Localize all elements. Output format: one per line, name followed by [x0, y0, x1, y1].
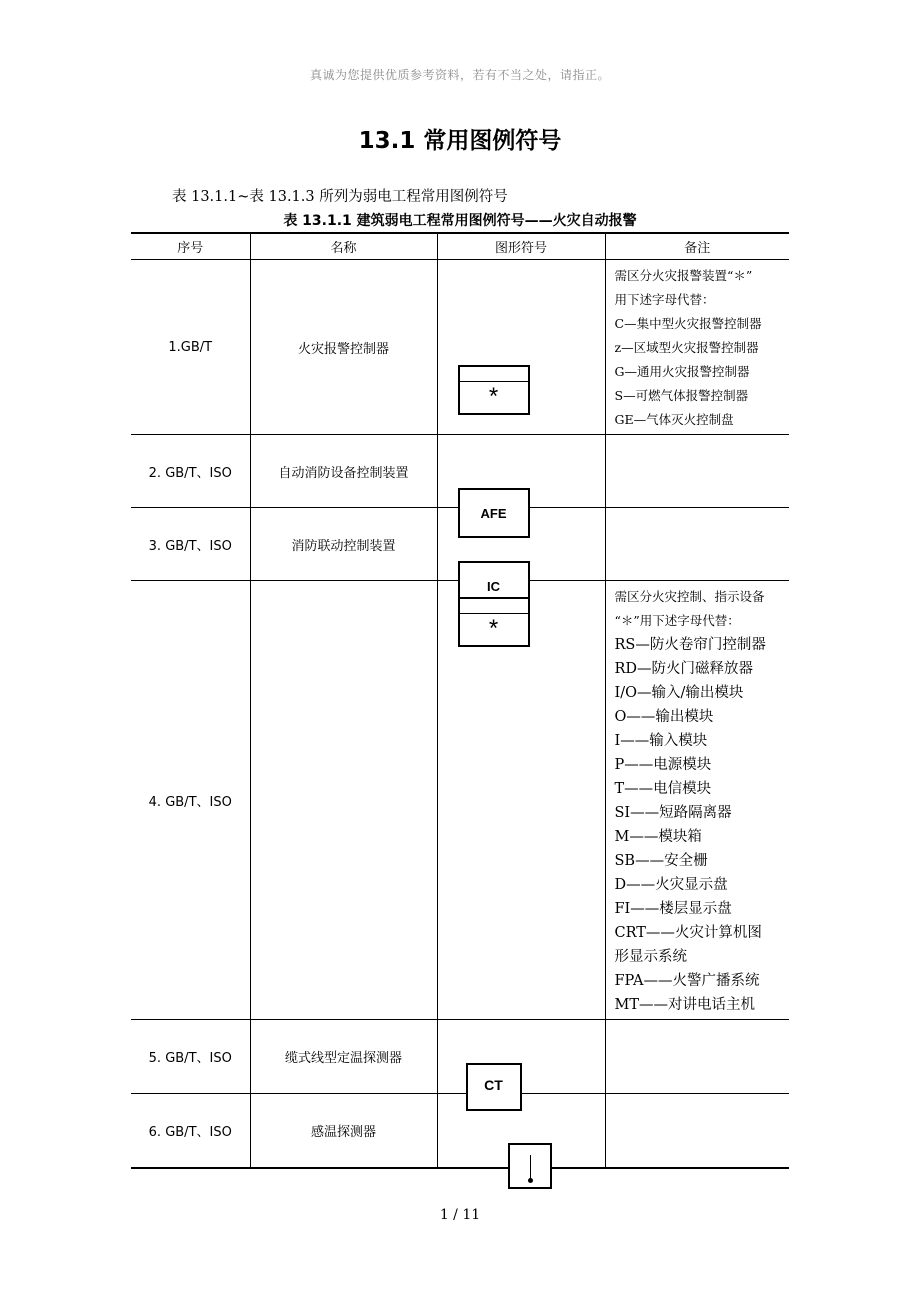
note-line: O——输出模块 [614, 709, 714, 725]
row-name: 缆式线型定温探测器 [250, 1020, 437, 1094]
column-header-name: 名称 [250, 233, 437, 260]
note-line: I/O—输入/输出模块 [614, 685, 744, 701]
note-line: I——输入模块 [614, 733, 708, 749]
row-name: 消防联动控制装置 [250, 508, 437, 581]
table-header-row [131, 233, 789, 260]
heat-detector-dot [528, 1178, 533, 1183]
page-title: 13.1 常用图例符号 [358, 128, 562, 154]
table-row [131, 260, 789, 435]
row-number: 1.GB/T [131, 260, 250, 435]
column-header-symbol: 图形符号 [437, 233, 605, 260]
note-line: CRT——火灾计算机图 [614, 925, 762, 941]
intro-text: 表 13.1.1~表 13.1.3 所列为弱电工程常用图例符号 [172, 189, 508, 205]
row-notes [605, 581, 789, 1020]
row-symbol [437, 1020, 605, 1094]
note-line: S—可燃气体报警控制器 [614, 388, 749, 403]
row-name [250, 581, 437, 1020]
column-header-number: 序号 [131, 233, 250, 260]
symbol-star: * [488, 383, 499, 410]
note-line: 用下述字母代替： [614, 292, 715, 307]
note-line: G—通用火灾报警控制器 [614, 364, 750, 379]
note-line: P——电源模块 [614, 757, 712, 773]
row-notes [605, 260, 789, 435]
afe-symbol [458, 488, 530, 538]
note-line: SI——短路隔离器 [614, 805, 732, 821]
legend-table [131, 232, 789, 1169]
note-line: C—集中型火灾报警控制器 [614, 316, 762, 331]
symbol-label: CT [484, 1076, 503, 1093]
note-line: “＊”用下述字母代替： [614, 613, 740, 628]
fire-alarm-controller-symbol [458, 365, 530, 415]
row-number: 6. GB/T、ISO [131, 1094, 250, 1168]
heat-detector-symbol [508, 1143, 552, 1189]
table-row [131, 1020, 789, 1094]
note-line: FPA——火警广播系统 [614, 973, 760, 989]
row-notes [605, 1020, 789, 1094]
note-line: RD—防火门磁释放器 [614, 661, 754, 677]
header-note: 真诚为您提供优质参考资料，若有不当之处，请指正。 [309, 68, 610, 82]
row-number: 3. GB/T、ISO [131, 508, 250, 581]
note-line: 形显示系统 [614, 949, 687, 965]
ct-symbol [466, 1063, 522, 1111]
page-number: 1 / 11 [439, 1207, 481, 1223]
note-line: GE—气体灭火控制盘 [614, 412, 734, 427]
row-symbol [437, 435, 605, 521]
table-row [131, 1094, 789, 1168]
note-line: T——电信模块 [614, 781, 712, 797]
row-notes [605, 508, 789, 581]
note-line: D——火灾显示盘 [614, 877, 728, 893]
row-name: 火灾报警控制器 [250, 260, 437, 435]
symbol-star: * [488, 615, 499, 642]
row-name: 感温探测器 [250, 1094, 437, 1168]
heat-detector-line [530, 1155, 531, 1179]
symbol-label: AFE [480, 505, 507, 521]
symbol-label: IC [487, 578, 500, 594]
note-line: 需区分火灾报警装置“＊” [614, 268, 753, 283]
table-row [131, 435, 789, 508]
note-line: M——模块箱 [614, 829, 702, 845]
note-line: MT——对讲电话主机 [614, 997, 756, 1013]
note-line: SB——安全栅 [614, 853, 708, 869]
fire-control-device-symbol [458, 597, 530, 647]
row-number: 4. GB/T、ISO [131, 581, 250, 1020]
row-number: 5. GB/T、ISO [131, 1020, 250, 1094]
table-row [131, 581, 789, 1020]
note-line: 需区分火灾控制、指示设备 [614, 589, 765, 604]
row-notes [605, 1094, 789, 1168]
row-number: 2. GB/T、ISO [131, 435, 250, 508]
column-header-notes: 备注 [605, 233, 789, 260]
table-caption: 表 13.1.1 建筑弱电工程常用图例符号——火灾自动报警 [283, 213, 637, 229]
row-symbol [437, 578, 605, 1020]
row-symbol [437, 260, 605, 435]
note-line: z—区域型火灾报警控制器 [614, 340, 759, 355]
note-line: FI——楼层显示盘 [614, 901, 732, 917]
row-notes [605, 435, 789, 508]
note-line: RS—防火卷帘门控制器 [614, 637, 766, 653]
row-name: 自动消防设备控制装置 [250, 435, 437, 508]
